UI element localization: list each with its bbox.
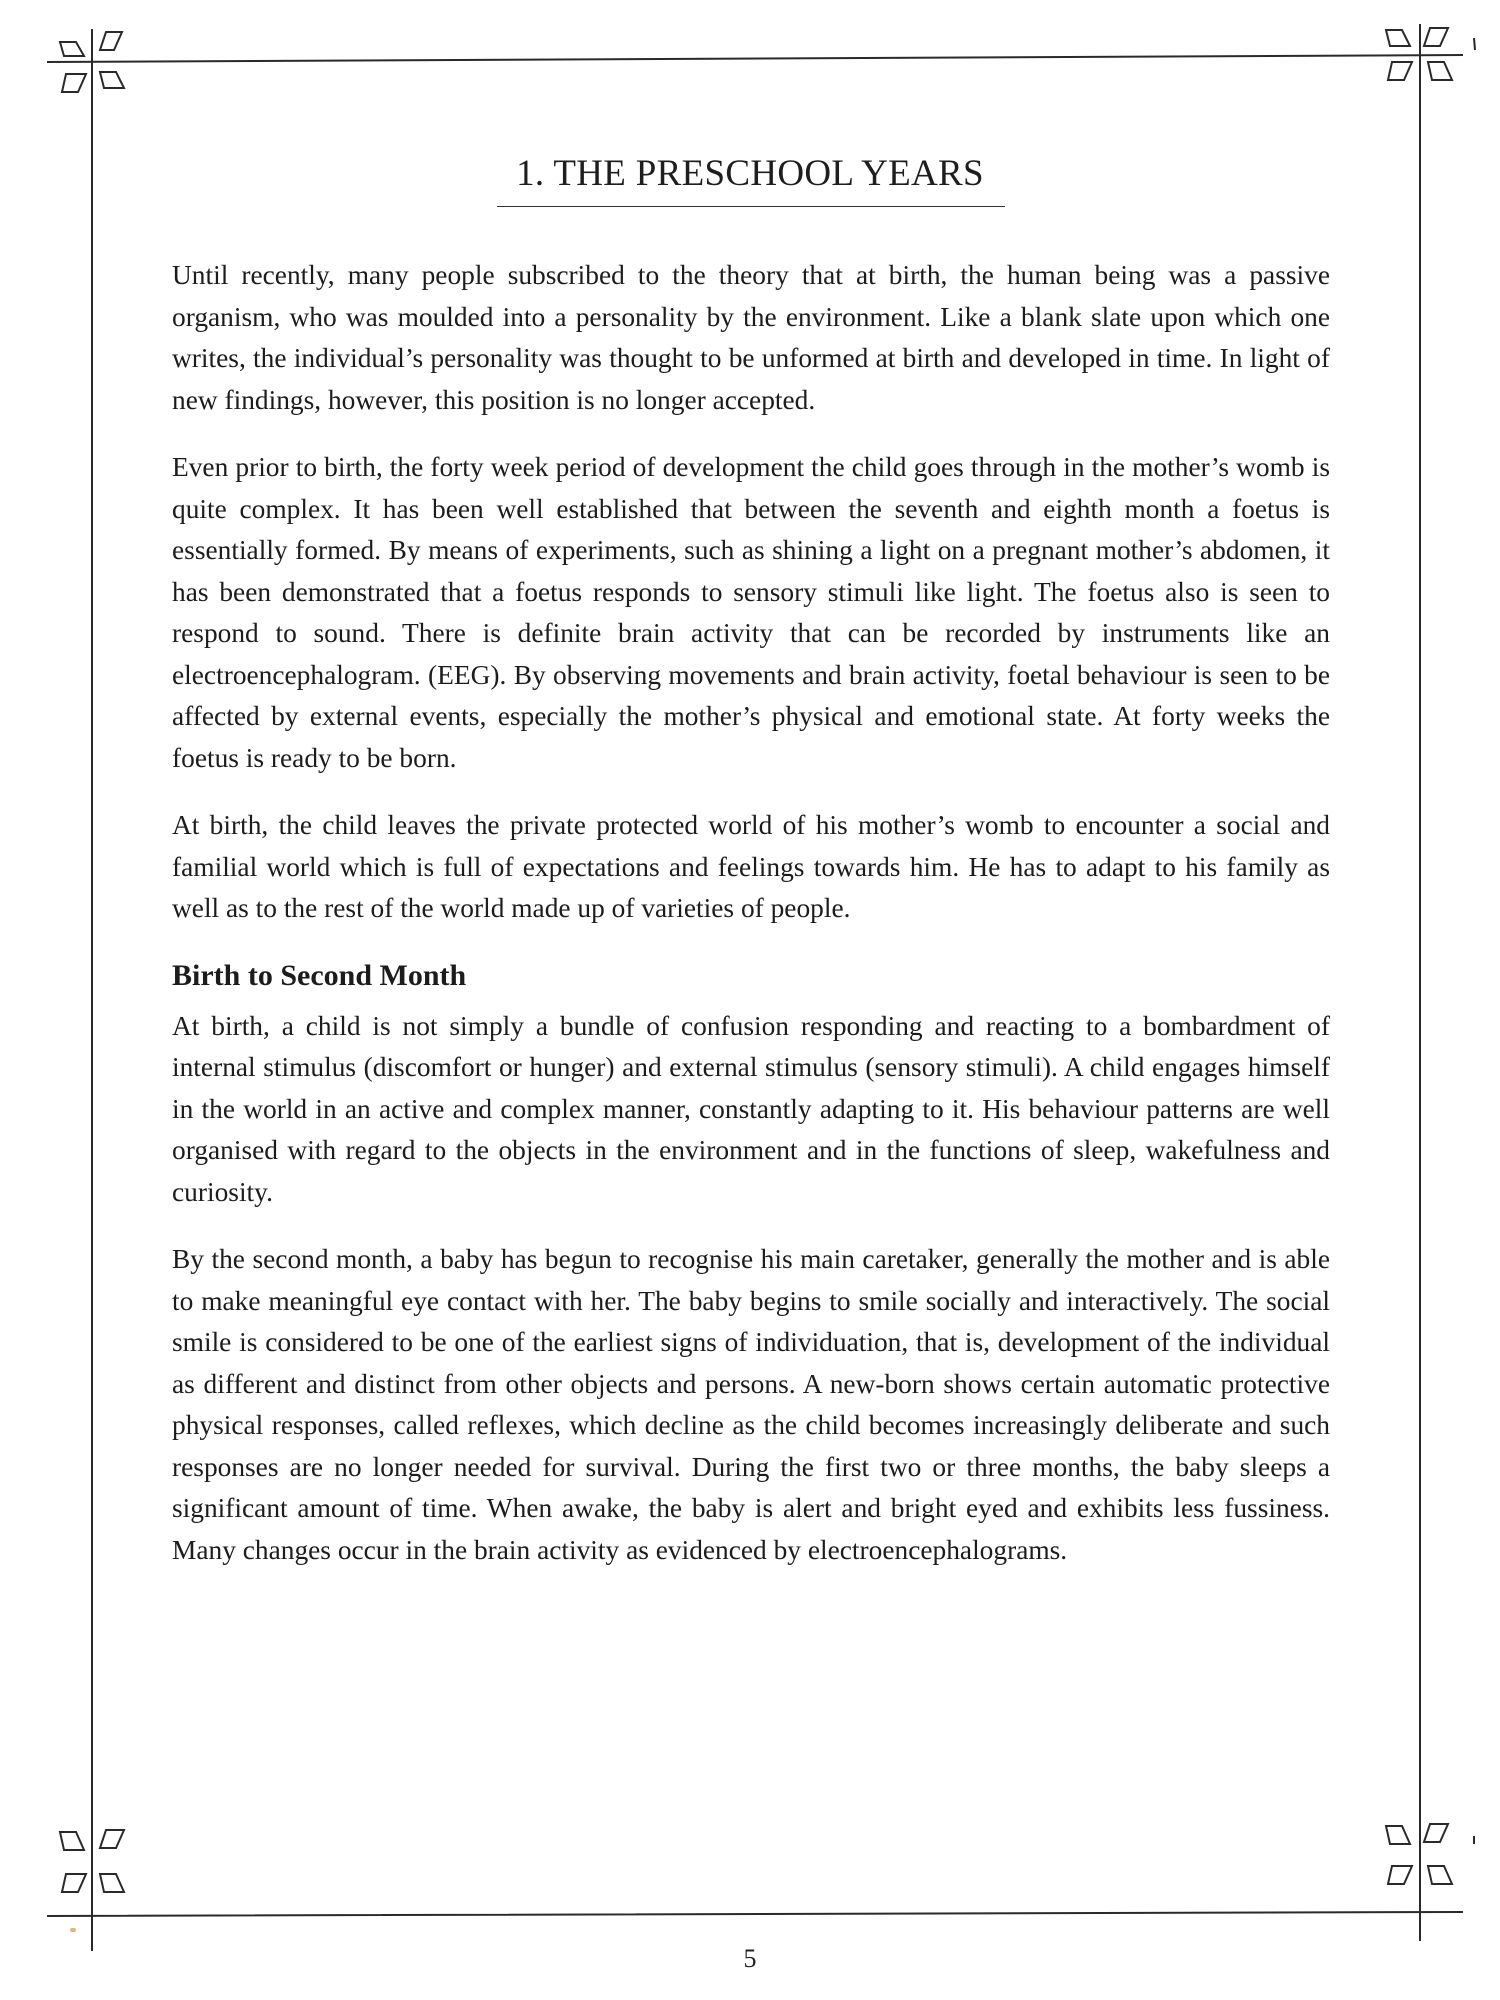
title-underline <box>497 206 1005 207</box>
page-number: 5 <box>743 1944 757 1973</box>
corner-ornament-top-right <box>1386 28 1475 80</box>
corner-ornament-bottom-right <box>1386 1824 1474 1884</box>
chapter-title: 1. THE PRESCHOOL YEARS <box>516 153 984 194</box>
paper-speck <box>70 1928 76 1932</box>
paragraph-5: By the second month, a baby has begun to recognise his main caretaker, generally the mother and is able to make meaningful eye contact with her. The baby begins to smile socially and interactively. The social smile is considered to be one of the earliest signs of individuation, that is, development of the individual as different and distinct from other objects and persons. A new-born shows certain automatic protective physical responses, called reflexes, which decline as the child becomes increasingly deliberate and such responses are no longer needed for survival. During the first two or three months, the baby sleeps a significant amount of time. When awake, the baby is alert and bright eyed and exhibits less fussiness. Many changes occur in the brain activity as evidenced by electroencephalograms. <box>172 1244 1330 1565</box>
body-text <box>172 255 1330 1597</box>
section-heading: Birth to Second Month <box>172 958 467 992</box>
paragraph-1: Until recently, many people subscribed to the theory that at birth, the human being was a passive organism, who was moulded into a personality by the environment. Like a blank slate upon which one writes, the individual’s personality was thought to be unformed at birth and developed in time. In light of new findings, however, this position is no longer accepted. <box>172 260 1330 415</box>
paragraph-2: Even prior to birth, the forty week period of development the child goes through in the mother’s womb is quite complex. It has been well established that between the seventh and eighth month a foetus is essentially formed. By means of experiments, such as shining a light on a pregnant mother’s abdomen, it has been demonstrated that a foetus responds to sensory stimuli like light. The foetus also is seen to respond to sound. There is definite brain activity that can be recorded by instruments like an electroencephalogram. (EEG). By observing movements and brain activity, foetal behaviour is seen to be affected by external events, especially the mother’s physical and emotional state. At forty weeks the foetus is ready to be born. <box>172 452 1330 773</box>
paragraph-4: At birth, a child is not simply a bundle of confusion responding and reacting to a bombardment of internal stimulus (discomfort or hunger) and external stimulus (sensory stimuli). A child engages himself in the world in an active and complex manner, constantly adapting to it. His behaviour patterns are well organised with regard to the objects in the environment and in the functions of sleep, wakefulness and curiosity. <box>172 1010 1330 1207</box>
paragraph-3: At birth, the child leaves the private protected world of his mother’s womb to encounter a social and familial world which is full of expectations and feelings towards him. He has to adapt to his family as well as to the rest of the world made up of varieties of people. <box>172 810 1330 923</box>
